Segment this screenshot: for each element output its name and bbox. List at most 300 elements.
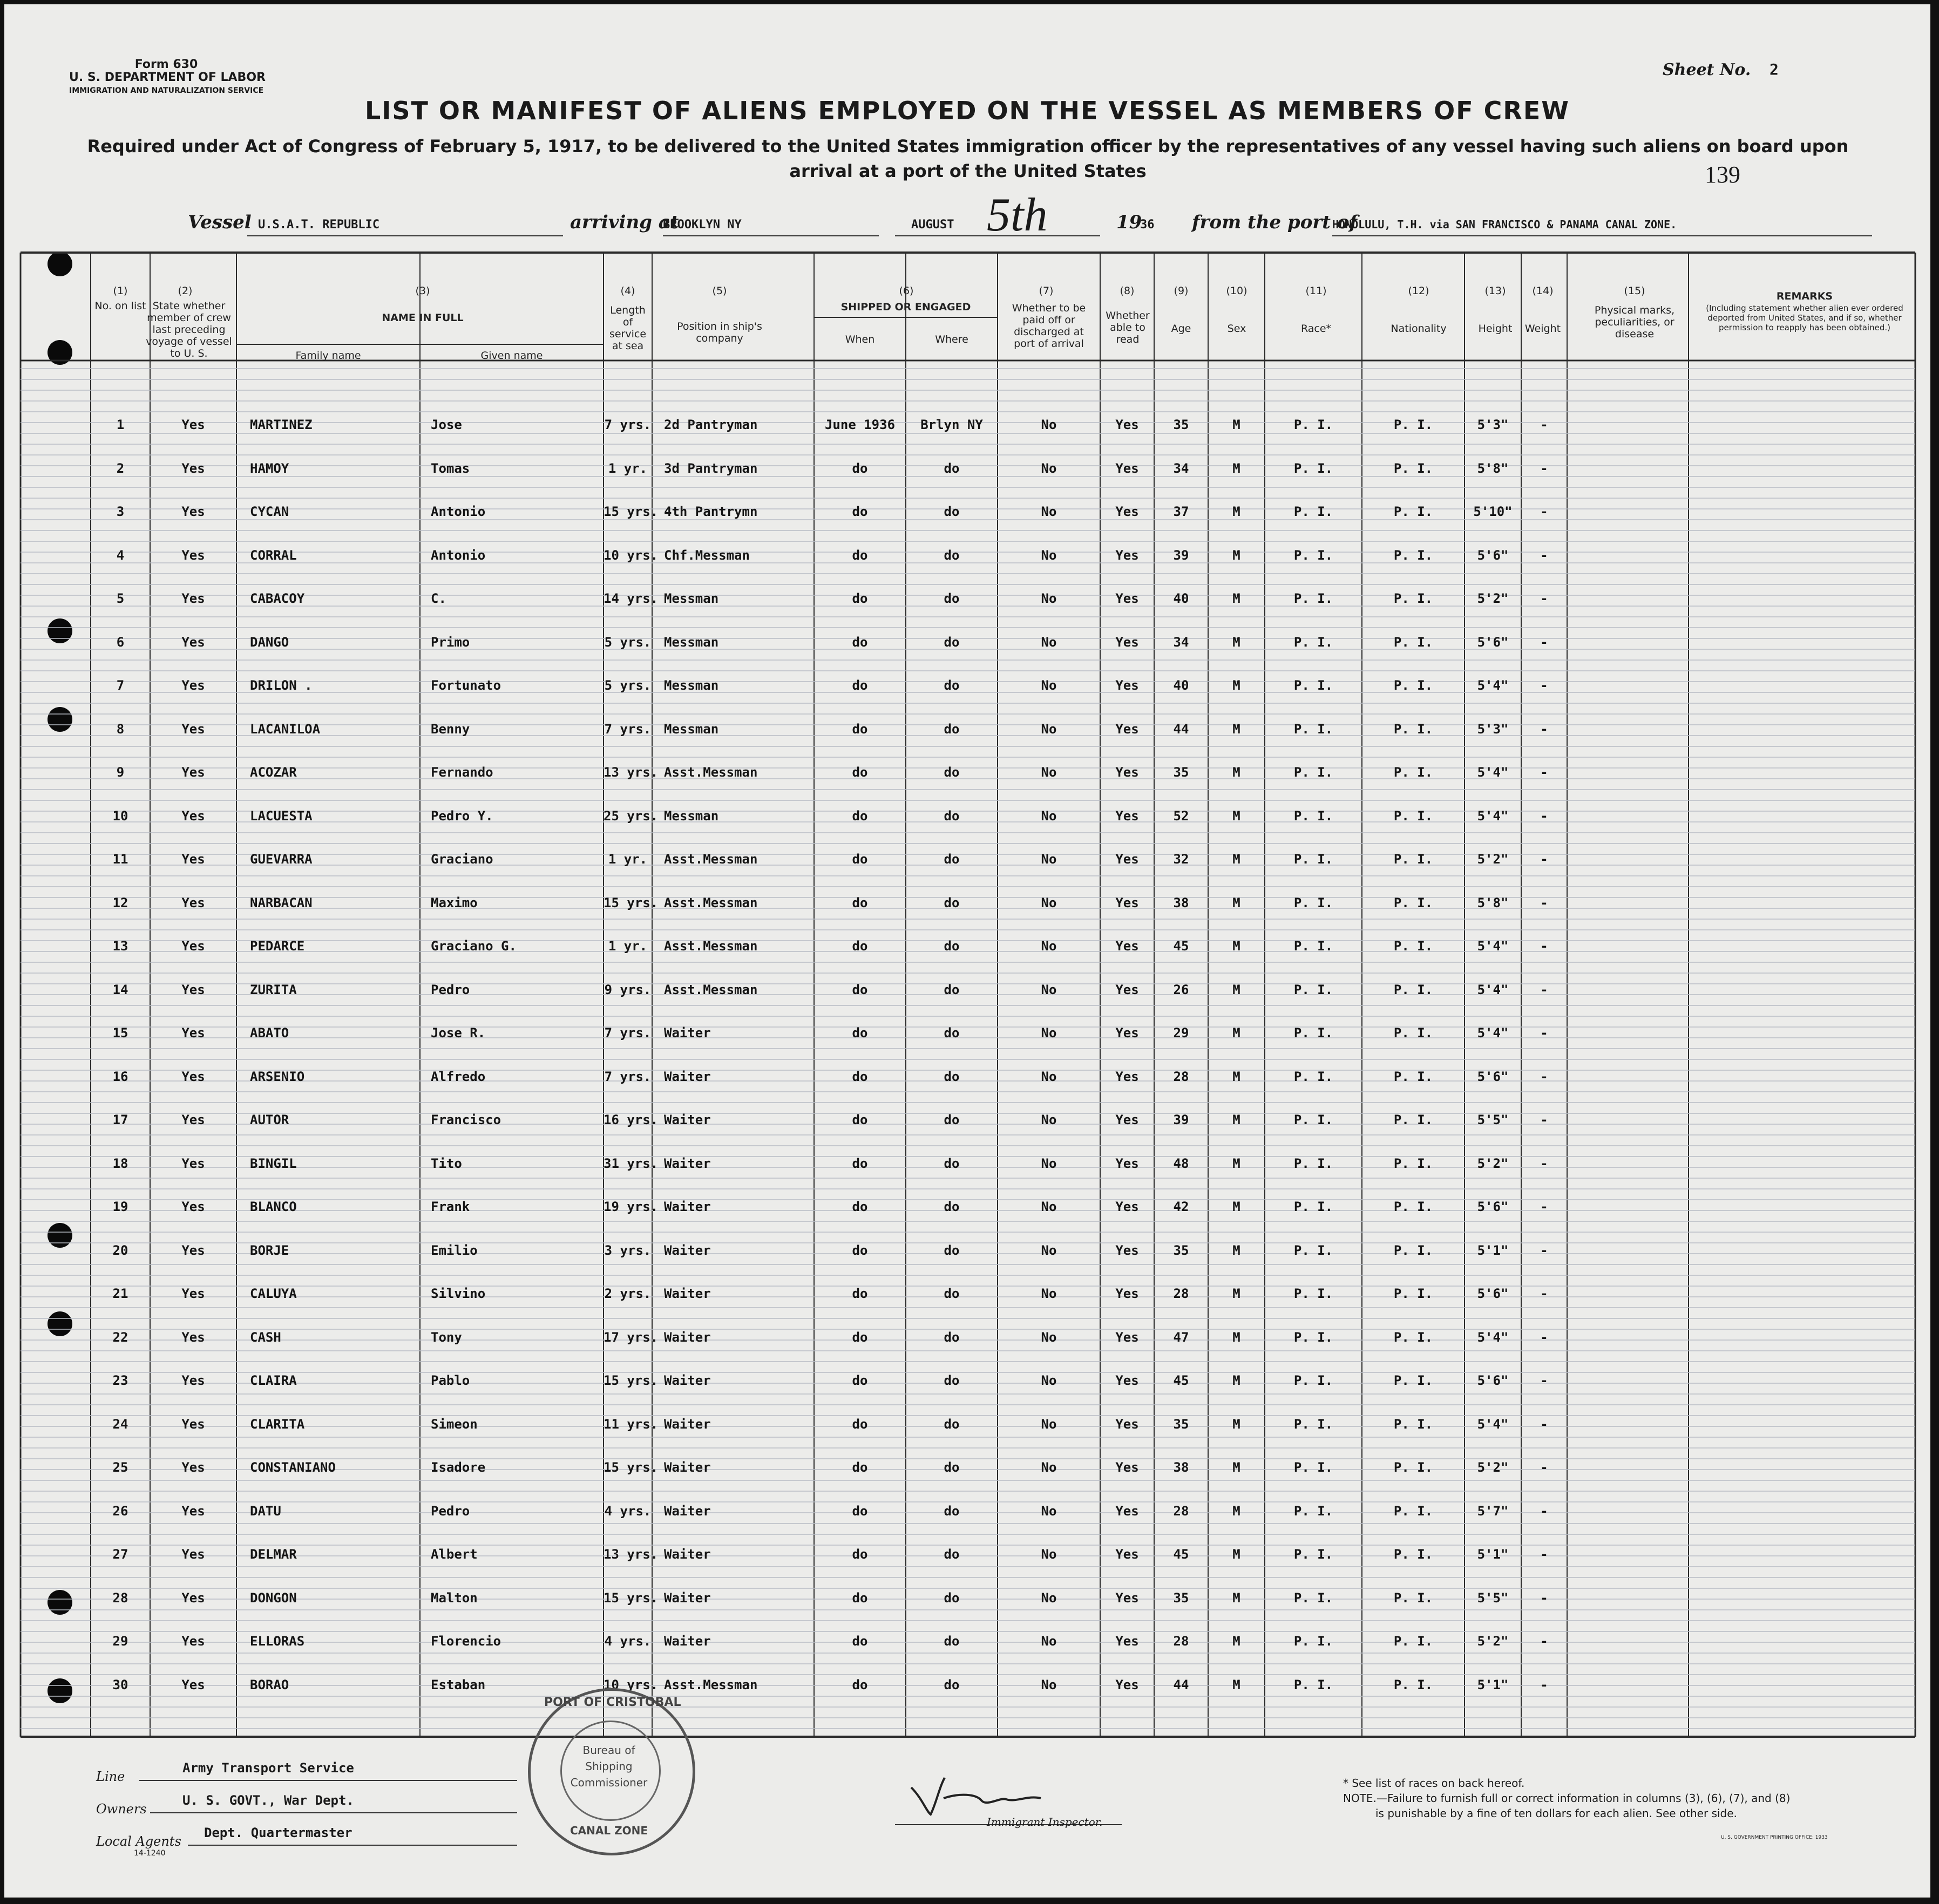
nationality-cell: P. I.	[1393, 1373, 1433, 1388]
form-service: IMMIGRATION AND NATURALIZATION SERVICE	[69, 86, 264, 95]
weight-cell: -	[1540, 1243, 1548, 1258]
row-number-cell: 11	[112, 852, 128, 867]
weight-cell: -	[1540, 678, 1548, 693]
family-name-cell: ELLORAS	[250, 1634, 305, 1649]
shipped-when-cell: June 1936	[824, 417, 896, 432]
given-name-cell: Florencio	[431, 1634, 501, 1649]
vessel-label: Vessel	[188, 212, 252, 233]
arrival-port: BROOKLYN NY	[663, 218, 742, 232]
previous-voyage-cell: Yes	[181, 808, 205, 824]
age-cell: 48	[1173, 1156, 1189, 1171]
nationality-cell: P. I.	[1393, 591, 1433, 606]
able-to-read-cell: Yes	[1115, 1634, 1139, 1649]
given-name-cell: Tony	[431, 1330, 462, 1345]
family-name-cell: GUEVARRA	[250, 852, 313, 867]
previous-voyage-cell: Yes	[181, 1590, 205, 1606]
position-cell: Waiter	[664, 1634, 711, 1649]
shipped-when-cell: do	[852, 1634, 868, 1649]
position-cell: Chf.Messman	[664, 548, 750, 563]
age-cell: 52	[1173, 808, 1189, 824]
col-1-number: (1)	[113, 285, 128, 297]
year-prefix: 19	[1116, 212, 1142, 233]
weight-cell: -	[1540, 939, 1548, 954]
form-dept: U. S. DEPARTMENT OF LABOR	[69, 71, 266, 84]
able-to-read-cell: Yes	[1115, 548, 1139, 563]
sex-cell: M	[1232, 1156, 1240, 1171]
given-name-cell: Fernando	[431, 765, 493, 780]
sex-cell: M	[1232, 678, 1240, 693]
race-cell: P. I.	[1293, 1112, 1333, 1127]
race-cell: P. I.	[1293, 1286, 1333, 1301]
col-header-paid-off: Whether to be paid off or discharged at port of arrival	[1012, 302, 1086, 350]
col-header-given-name: Given name	[480, 350, 543, 362]
weight-cell: -	[1540, 765, 1548, 780]
previous-voyage-cell: Yes	[181, 1504, 205, 1519]
races-note: * See list of races on back hereof.	[1343, 1777, 1525, 1790]
service-length-cell: 4 yrs.	[604, 1634, 652, 1649]
col-14-number: (14)	[1532, 285, 1554, 297]
shipped-where-cell: do	[944, 1634, 960, 1649]
age-cell: 28	[1173, 1069, 1189, 1084]
table-row	[4, 1009, 1930, 1052]
height-cell: 5'3"	[1477, 417, 1509, 432]
height-cell: 5'8"	[1477, 461, 1509, 476]
service-length-cell: 7 yrs.	[604, 1069, 652, 1084]
shipped-where-cell: do	[944, 678, 960, 693]
able-to-read-cell: Yes	[1115, 1025, 1139, 1041]
service-length-cell: 1 yr.	[608, 461, 648, 476]
shipped-where-cell: do	[944, 548, 960, 563]
service-length-cell: 5 yrs.	[604, 635, 652, 650]
shipped-where-cell: do	[944, 982, 960, 997]
height-cell: 5'4"	[1477, 1417, 1509, 1432]
age-cell: 45	[1173, 1547, 1189, 1562]
sex-cell: M	[1232, 939, 1240, 954]
sex-cell: M	[1232, 1112, 1240, 1127]
shipped-when-cell: do	[852, 765, 868, 780]
shipped-where-cell: do	[944, 1547, 960, 1562]
height-cell: 5'5"	[1477, 1112, 1509, 1127]
row-number-cell: 6	[116, 635, 125, 650]
line-label: Line	[96, 1769, 125, 1784]
service-length-cell: 14 yrs.	[604, 591, 659, 606]
service-length-cell: 15 yrs.	[604, 1373, 659, 1388]
age-cell: 32	[1173, 852, 1189, 867]
family-name-cell: MARTINEZ	[250, 417, 313, 432]
col-header-height: Height	[1478, 323, 1513, 335]
family-name-cell: DANGO	[250, 635, 289, 650]
position-cell: Waiter	[664, 1504, 711, 1519]
age-cell: 35	[1173, 1590, 1189, 1606]
row-number-cell: 14	[112, 982, 128, 997]
col-10-number: (10)	[1226, 285, 1248, 297]
col-header-position: Position in ship's company	[677, 321, 762, 344]
owners-value: U. S. GOVT., War Dept.	[182, 1793, 354, 1808]
previous-voyage-cell: Yes	[181, 982, 205, 997]
position-cell: Asst.Messman	[664, 852, 758, 867]
printer-note: U. S. GOVERNMENT PRINTING OFFICE: 1933	[1721, 1835, 1828, 1840]
paid-off-cell: No	[1041, 1069, 1057, 1084]
previous-voyage-cell: Yes	[181, 1069, 205, 1084]
sex-cell: M	[1232, 1286, 1240, 1301]
nationality-cell: P. I.	[1393, 1460, 1433, 1475]
page-title: LIST OR MANIFEST OF ALIENS EMPLOYED ON THE VESSEL AS MEMBERS OF CREW	[364, 96, 1570, 125]
previous-voyage-cell: Yes	[181, 1677, 205, 1692]
age-cell: 35	[1173, 765, 1189, 780]
shipped-where-cell: do	[944, 504, 960, 519]
col-header-name: NAME IN FULL	[382, 312, 464, 324]
row-number-cell: 27	[112, 1547, 128, 1562]
race-cell: P. I.	[1293, 1373, 1333, 1388]
nationality-cell: P. I.	[1393, 1025, 1433, 1041]
sex-cell: M	[1232, 1243, 1240, 1258]
table-row	[4, 532, 1930, 575]
family-name-cell: ARSENIO	[250, 1069, 305, 1084]
shipped-when-cell: do	[852, 678, 868, 693]
family-name-cell: AUTOR	[250, 1112, 289, 1127]
shipped-when-cell: do	[852, 1069, 868, 1084]
weight-cell: -	[1540, 1373, 1548, 1388]
shipped-where-cell: do	[944, 765, 960, 780]
sex-cell: M	[1232, 1373, 1240, 1388]
height-cell: 5'2"	[1477, 1460, 1509, 1475]
nationality-cell: P. I.	[1393, 1504, 1433, 1519]
position-cell: Asst.Messman	[664, 1677, 758, 1692]
table-row	[4, 1227, 1930, 1270]
previous-voyage-cell: Yes	[181, 1330, 205, 1345]
row-number-cell: 9	[116, 765, 125, 780]
weight-cell: -	[1540, 1069, 1548, 1084]
paid-off-cell: No	[1041, 1025, 1057, 1041]
sex-cell: M	[1232, 591, 1240, 606]
form-number: Form 630	[134, 58, 198, 71]
height-cell: 5'3"	[1477, 722, 1509, 737]
shipped-where-cell: do	[944, 635, 960, 650]
service-length-cell: 25 yrs.	[604, 808, 659, 824]
age-cell: 40	[1173, 678, 1189, 693]
sex-cell: M	[1232, 1634, 1240, 1649]
sex-cell: M	[1232, 1460, 1240, 1475]
row-number-cell: 2	[116, 461, 125, 476]
previous-voyage-cell: Yes	[181, 548, 205, 563]
weight-cell: -	[1540, 1677, 1548, 1692]
shipped-when-cell: do	[852, 939, 868, 954]
family-name-cell: NARBACAN	[250, 895, 313, 910]
col-header-age: Age	[1171, 323, 1191, 335]
family-name-cell: PEDARCE	[250, 939, 305, 954]
sex-cell: M	[1232, 1504, 1240, 1519]
paid-off-cell: No	[1041, 1504, 1057, 1519]
given-name-cell: Isadore	[431, 1460, 486, 1475]
service-length-cell: 7 yrs.	[604, 722, 652, 737]
nationality-cell: P. I.	[1393, 1634, 1433, 1649]
weight-cell: -	[1540, 504, 1548, 519]
race-cell: P. I.	[1293, 1069, 1333, 1084]
weight-cell: -	[1540, 1634, 1548, 1649]
paid-off-cell: No	[1041, 1373, 1057, 1388]
family-name-cell: CONSTANIANO	[250, 1460, 336, 1475]
able-to-read-cell: Yes	[1115, 808, 1139, 824]
previous-voyage-cell: Yes	[181, 1243, 205, 1258]
weight-cell: -	[1540, 591, 1548, 606]
agents-label: Local Agents	[96, 1834, 181, 1849]
table-row	[4, 1053, 1930, 1096]
shipped-when-cell: do	[852, 548, 868, 563]
owners-label: Owners	[96, 1801, 147, 1817]
col-3-number: (3)	[415, 285, 430, 297]
position-cell: Messman	[664, 722, 719, 737]
shipped-where-cell: do	[944, 1590, 960, 1606]
shipped-when-cell: do	[852, 1417, 868, 1432]
weight-cell: -	[1540, 1330, 1548, 1345]
service-length-cell: 4 yrs.	[604, 1504, 652, 1519]
shipped-when-cell: do	[852, 1547, 868, 1562]
weight-cell: -	[1540, 635, 1548, 650]
table-row	[4, 1617, 1930, 1661]
able-to-read-cell: Yes	[1115, 504, 1139, 519]
line-value: Army Transport Service	[182, 1760, 354, 1776]
previous-voyage-cell: Yes	[181, 1547, 205, 1562]
able-to-read-cell: Yes	[1115, 1199, 1139, 1214]
service-length-cell: 13 yrs.	[604, 765, 659, 780]
shipped-where-cell: do	[944, 1677, 960, 1692]
height-cell: 5'6"	[1477, 635, 1509, 650]
race-cell: P. I.	[1293, 1417, 1333, 1432]
age-cell: 28	[1173, 1286, 1189, 1301]
family-name-cell: ZURITA	[250, 982, 297, 997]
age-cell: 45	[1173, 939, 1189, 954]
agents-value: Dept. Quartermaster	[204, 1825, 352, 1840]
shipped-where-cell: do	[944, 939, 960, 954]
sex-cell: M	[1232, 1330, 1240, 1345]
given-name-cell: Tomas	[431, 461, 470, 476]
shipped-where-cell: do	[944, 461, 960, 476]
shipped-when-cell: do	[852, 504, 868, 519]
col-header-read: Whether able to read	[1106, 310, 1150, 345]
shipped-where-cell: do	[944, 591, 960, 606]
age-cell: 44	[1173, 1677, 1189, 1692]
nationality-cell: P. I.	[1393, 765, 1433, 780]
weight-cell: -	[1540, 1504, 1548, 1519]
nationality-cell: P. I.	[1393, 982, 1433, 997]
height-cell: 5'4"	[1477, 1330, 1509, 1345]
weight-cell: -	[1540, 1156, 1548, 1171]
family-name-cell: CORRAL	[250, 548, 297, 563]
paid-off-cell: No	[1041, 1199, 1057, 1214]
shipped-where-cell: do	[944, 1330, 960, 1345]
row-number-cell: 29	[112, 1634, 128, 1649]
shipped-where-cell: do	[944, 1112, 960, 1127]
shipped-where-cell: do	[944, 1025, 960, 1041]
previous-voyage-cell: Yes	[181, 591, 205, 606]
weight-cell: -	[1540, 461, 1548, 476]
row-number-cell: 22	[112, 1330, 128, 1345]
sex-cell: M	[1232, 504, 1240, 519]
inspector-label: Immigrant Inspector.	[987, 1815, 1103, 1828]
stamp-port: PORT OF CRISTOBAL	[544, 1696, 681, 1709]
table-row	[4, 1140, 1930, 1183]
stamp-line-3: Commissioner	[570, 1776, 648, 1789]
previous-voyage-cell: Yes	[181, 1417, 205, 1432]
table-row	[4, 401, 1930, 444]
race-cell: P. I.	[1293, 1330, 1333, 1345]
age-cell: 35	[1173, 1243, 1189, 1258]
nationality-cell: P. I.	[1393, 939, 1433, 954]
row-number-cell: 10	[112, 808, 128, 824]
family-name-cell: ACOZAR	[250, 765, 297, 780]
able-to-read-cell: Yes	[1115, 1547, 1139, 1562]
col-4-number: (4)	[620, 285, 635, 297]
height-cell: 5'8"	[1477, 895, 1509, 910]
shipped-when-cell: do	[852, 1460, 868, 1475]
race-cell: P. I.	[1293, 461, 1333, 476]
nationality-cell: P. I.	[1393, 504, 1433, 519]
previous-voyage-cell: Yes	[181, 1025, 205, 1041]
previous-voyage-cell: Yes	[181, 635, 205, 650]
col-8-number: (8)	[1120, 285, 1135, 297]
col-header-no: No. on list	[94, 300, 146, 312]
able-to-read-cell: Yes	[1115, 1243, 1139, 1258]
age-cell: 35	[1173, 417, 1189, 432]
previous-voyage-cell: Yes	[181, 852, 205, 867]
table-row	[4, 705, 1930, 749]
table-row	[4, 1096, 1930, 1139]
race-cell: P. I.	[1293, 1677, 1333, 1692]
nationality-cell: P. I.	[1393, 1547, 1433, 1562]
sex-cell: M	[1232, 765, 1240, 780]
nationality-cell: P. I.	[1393, 1286, 1433, 1301]
shipped-when-cell: do	[852, 722, 868, 737]
shipped-when-cell: do	[852, 1330, 868, 1345]
race-cell: P. I.	[1293, 852, 1333, 867]
weight-cell: -	[1540, 1417, 1548, 1432]
weight-cell: -	[1540, 895, 1548, 910]
paid-off-cell: No	[1041, 722, 1057, 737]
sex-cell: M	[1232, 1025, 1240, 1041]
col-6-number: (6)	[899, 285, 914, 297]
table-row	[4, 749, 1930, 792]
age-cell: 37	[1173, 504, 1189, 519]
position-cell: Waiter	[664, 1069, 711, 1084]
family-name-cell: ABATO	[250, 1025, 289, 1041]
service-length-cell: 31 yrs.	[604, 1156, 659, 1171]
service-length-cell: 13 yrs.	[604, 1547, 659, 1562]
position-cell: Asst.Messman	[664, 765, 758, 780]
sex-cell: M	[1232, 895, 1240, 910]
nationality-cell: P. I.	[1393, 1417, 1433, 1432]
weight-cell: -	[1540, 1286, 1548, 1301]
weight-cell: -	[1540, 982, 1548, 997]
able-to-read-cell: Yes	[1115, 1504, 1139, 1519]
height-cell: 5'10"	[1473, 504, 1513, 519]
height-cell: 5'6"	[1477, 1199, 1509, 1214]
shipped-when-cell: do	[852, 1504, 868, 1519]
paid-off-cell: No	[1041, 895, 1057, 910]
row-number-cell: 12	[112, 895, 128, 910]
table-row	[4, 1531, 1930, 1574]
height-cell: 5'2"	[1477, 1156, 1509, 1171]
able-to-read-cell: Yes	[1115, 591, 1139, 606]
race-cell: P. I.	[1293, 1634, 1333, 1649]
sex-cell: M	[1232, 852, 1240, 867]
paid-off-cell: No	[1041, 591, 1057, 606]
paid-off-cell: No	[1041, 461, 1057, 476]
table-row	[4, 1183, 1930, 1226]
height-cell: 5'1"	[1477, 1243, 1509, 1258]
row-number-cell: 16	[112, 1069, 128, 1084]
position-cell: Asst.Messman	[664, 939, 758, 954]
race-cell: P. I.	[1293, 591, 1333, 606]
paid-off-cell: No	[1041, 982, 1057, 997]
paid-off-cell: No	[1041, 504, 1057, 519]
previous-voyage-cell: Yes	[181, 417, 205, 432]
shipped-where-cell: do	[944, 895, 960, 910]
height-cell: 5'4"	[1477, 982, 1509, 997]
weight-cell: -	[1540, 1547, 1548, 1562]
service-length-cell: 15 yrs.	[604, 895, 659, 910]
page-subtitle: Required under Act of Congress of February 5, 1917, to be delivered to the United States immigration officer by the representatives of any vessel having such aliens on board upon arrival at a port of the United States	[87, 136, 1849, 181]
table-row	[4, 879, 1930, 922]
previous-voyage-cell: Yes	[181, 1286, 205, 1301]
shipped-when-cell: do	[852, 1677, 868, 1692]
given-name-cell: Pedro Y.	[431, 808, 493, 824]
stamp-center	[566, 1742, 652, 1791]
sex-cell: M	[1232, 1199, 1240, 1214]
given-name-cell: Emilio	[431, 1243, 478, 1258]
position-cell: Waiter	[664, 1199, 711, 1214]
given-name-cell: C.	[431, 591, 446, 606]
given-name-cell: Primo	[431, 635, 470, 650]
service-length-cell: 10 yrs.	[604, 548, 659, 563]
height-cell: 5'6"	[1477, 1286, 1509, 1301]
shipped-where-cell: do	[944, 1504, 960, 1519]
col-2-number: (2)	[178, 285, 193, 297]
paid-off-cell: No	[1041, 548, 1057, 563]
row-number-cell: 21	[112, 1286, 128, 1301]
able-to-read-cell: Yes	[1115, 765, 1139, 780]
row-number-cell: 25	[112, 1460, 128, 1475]
row-number-cell: 8	[116, 722, 125, 737]
previous-voyage-cell: Yes	[181, 678, 205, 693]
nationality-cell: P. I.	[1393, 548, 1433, 563]
family-name-cell: CABACOY	[250, 591, 305, 606]
paid-off-cell: No	[1041, 852, 1057, 867]
service-length-cell: 9 yrs.	[604, 982, 652, 997]
race-cell: P. I.	[1293, 982, 1333, 997]
shipped-where-cell: do	[944, 1156, 960, 1171]
row-number-cell: 4	[116, 548, 125, 563]
paid-off-cell: No	[1041, 1677, 1057, 1692]
race-cell: P. I.	[1293, 504, 1333, 519]
family-name-cell: CALUYA	[250, 1286, 297, 1301]
table-row	[4, 792, 1930, 835]
race-cell: P. I.	[1293, 765, 1333, 780]
position-cell: Waiter	[664, 1460, 711, 1475]
paid-off-cell: No	[1041, 678, 1057, 693]
height-cell: 5'7"	[1477, 1504, 1509, 1519]
service-length-cell: 5 yrs.	[604, 678, 652, 693]
family-name-cell: BORAO	[250, 1677, 289, 1692]
sex-cell: M	[1232, 1590, 1240, 1606]
stamp-line-2: Shipping	[585, 1760, 633, 1773]
table-row	[4, 1487, 1930, 1531]
row-number-cell: 15	[112, 1025, 128, 1041]
paid-off-cell: No	[1041, 1156, 1057, 1171]
service-length-cell: 1 yr.	[608, 852, 648, 867]
race-cell: P. I.	[1293, 548, 1333, 563]
table-row	[4, 445, 1930, 488]
sheet-number: 2	[1769, 60, 1779, 78]
